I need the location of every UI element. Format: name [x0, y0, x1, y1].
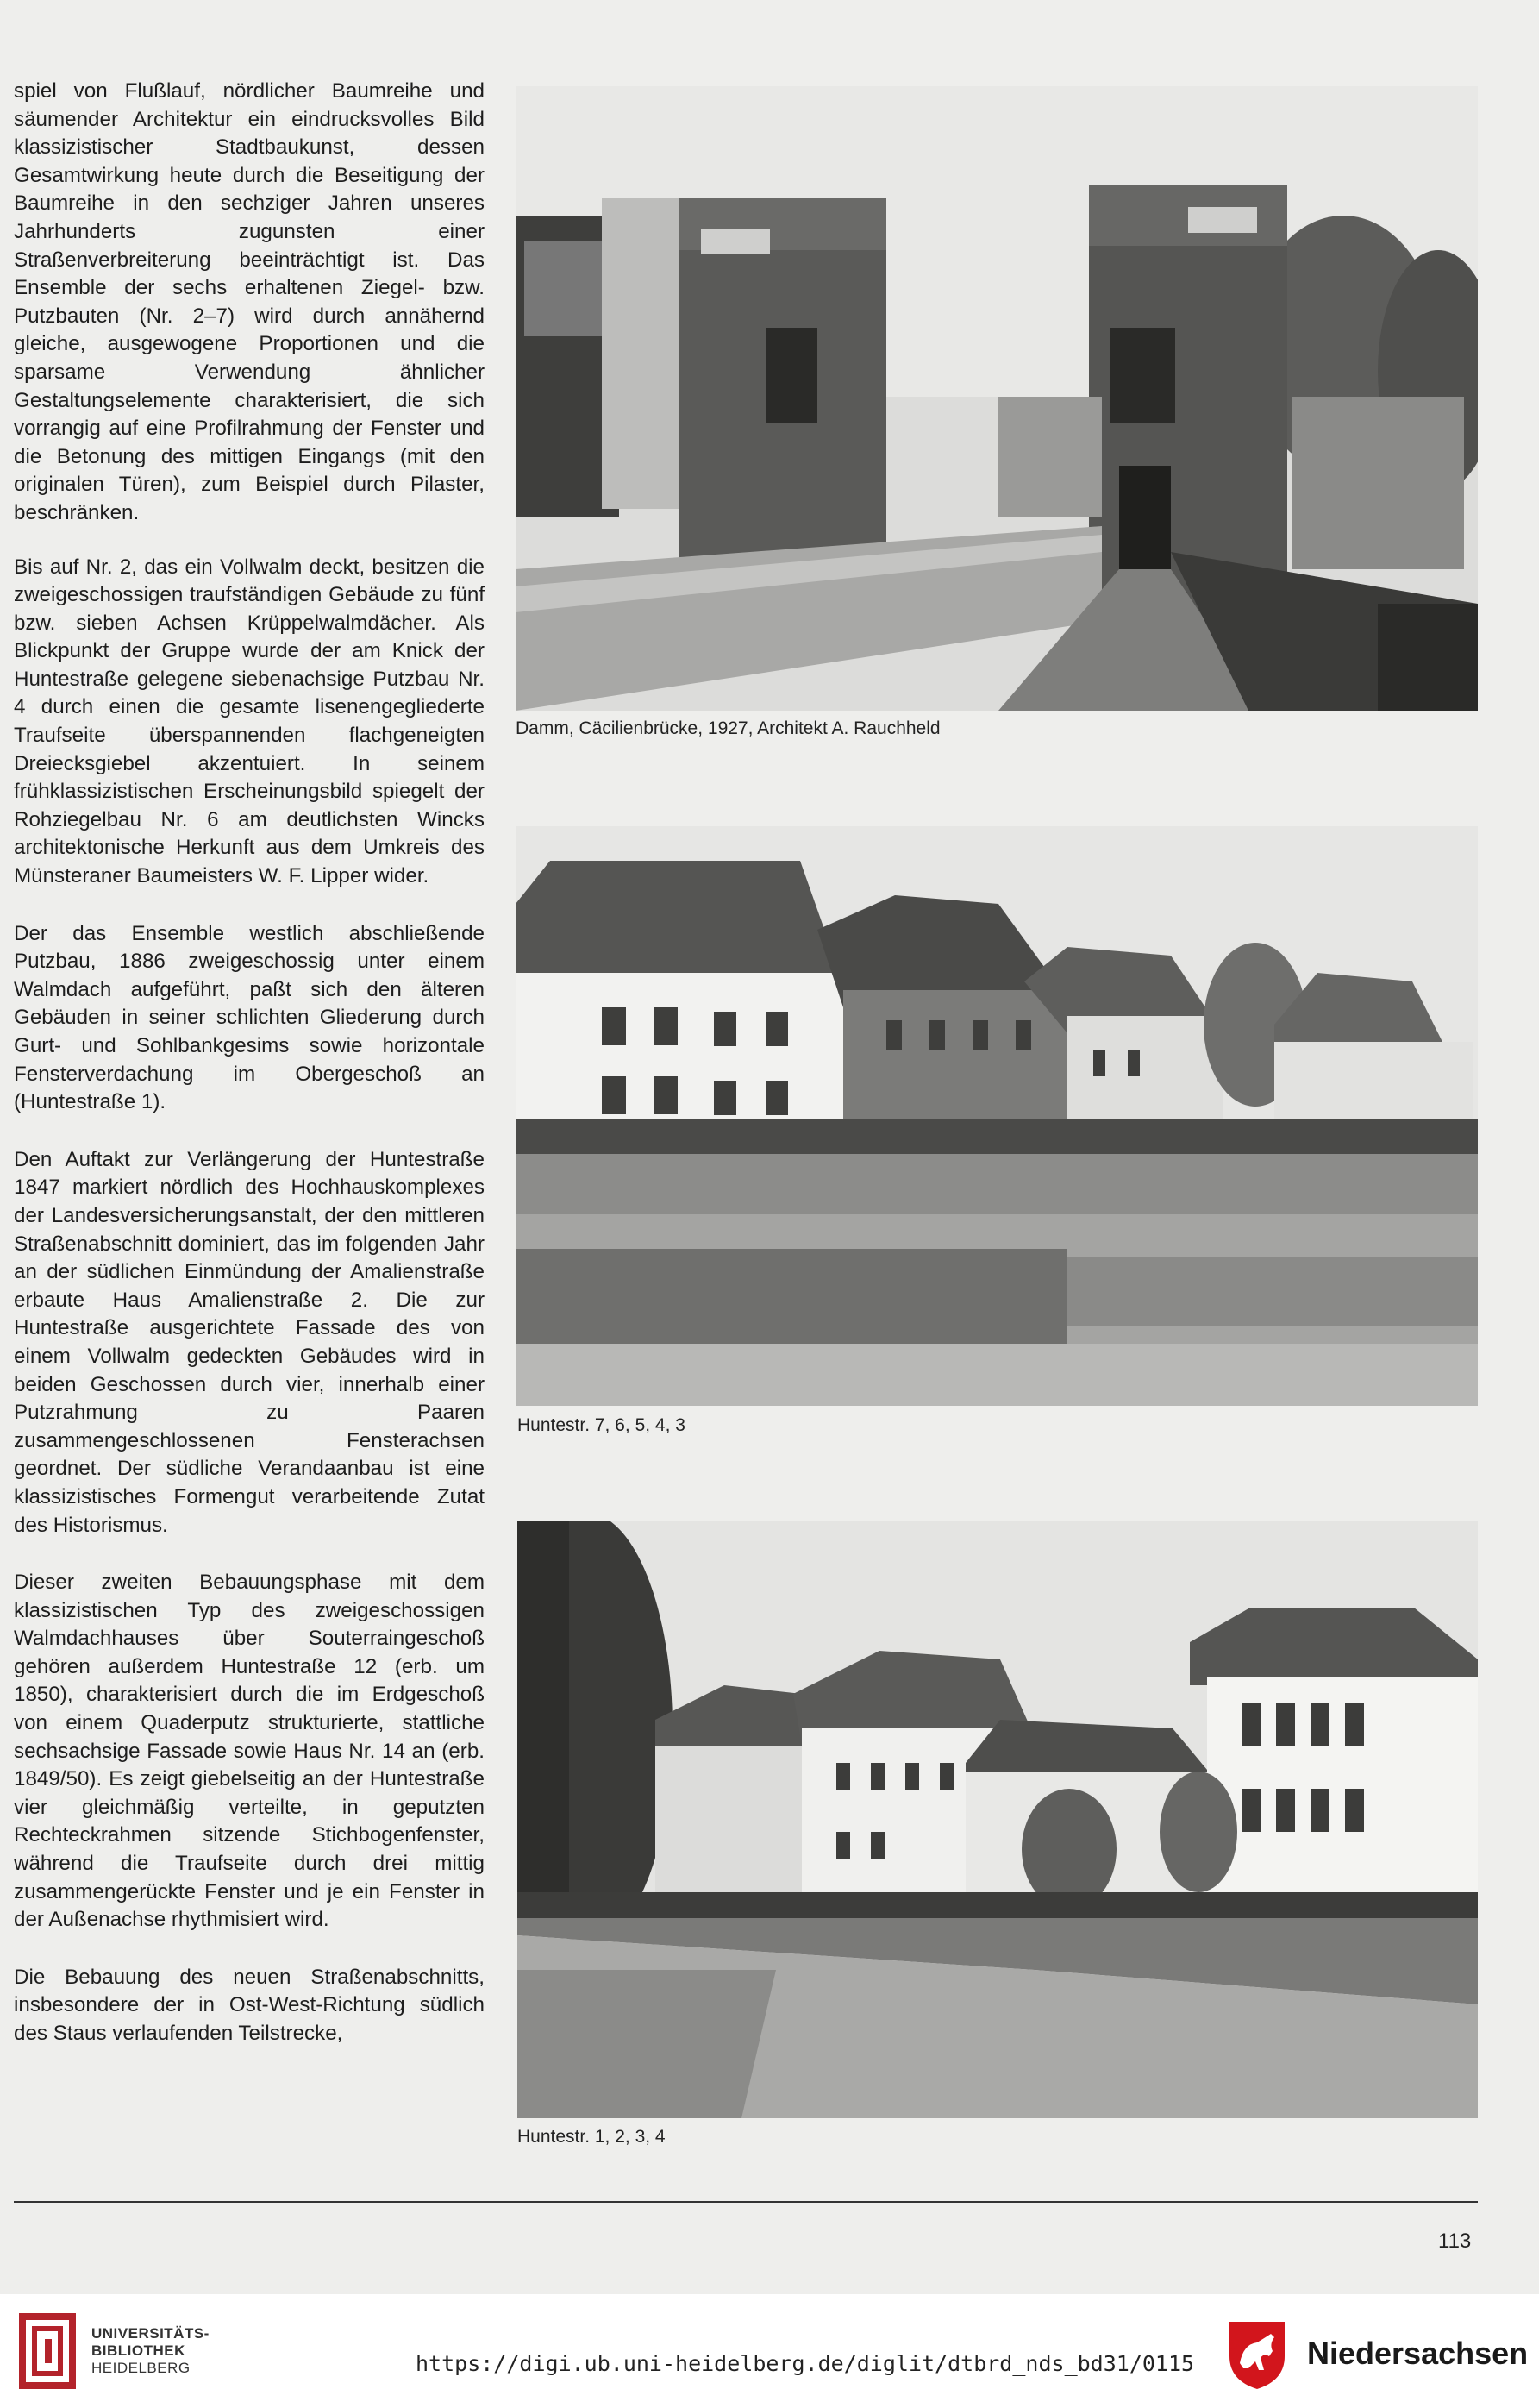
photo-canal-illustration	[517, 1521, 1478, 2118]
page-number: 113	[1438, 2229, 1472, 2253]
permalink-url[interactable]: https://digi.ub.uni-heidelberg.de/diglit/dtbrd_nds_bd31/0115	[416, 2351, 1195, 2376]
university-library-logo-icon[interactable]	[17, 2313, 78, 2389]
digitization-footer	[0, 2294, 1539, 2408]
photo-caecilienbruecke	[516, 86, 1478, 711]
paragraph-5: Dieser zweiten Bebauungsphase mit dem klassizistischen Typ des zweigeschossigen Walmdachhauses über Souterraingeschoß gehören außerdem Huntestraße 12 (erb. um 1850), charakterisiert durch die im Erdgeschoß von einem Quaderputz strukturierte, stattliche sechsachsige Fassade sowie Haus Nr. 14 an (erb. 1849/50). Es zeigt giebelseitig an der Huntestraße vier gleichmäßig verteilte, in geputzten Rechteckrahmen sitzende Stichbogenfenster, während die Traufseite durch drei mittig zusammengerückte Fenster und je ein Fenster in der Außenachse rhythmisiert wird.	[14, 1571, 485, 1932]
caption-fig1: Damm, Cäcilienbrücke, 1927, Architekt A. Rauchheld	[516, 718, 941, 738]
paragraph-2: Bis auf Nr. 2, das ein Vollwalm deckt, besitzen die zweigeschossigen traufständigen Gebäude zu fünf bzw. sieben Achsen Krüppelwalmdächer. Als Blickpunkt der Gruppe wurde der am Knick der Huntestraße gelegene siebenachsige Putzbau Nr. 4 durch einen die gesamte lisenengegliederte Traufseite überspannenden flachgeneigten Dreiecksgiebel akzentuiert. In seinem frühklassizistischen Erscheinungsbild spiegelt der Rohziegelbau Nr. 6 am deutlichsten Wincks architektonische Herkunft aus dem Umkreis des Münsteraner Baumeisters W. F. Lipper wider.	[14, 555, 485, 888]
footer-rule	[14, 2201, 1478, 2203]
photo-street-row-illustration	[516, 826, 1478, 1406]
paragraph-1: spiel von Flußlauf, nördlicher Baumreihe und säumender Architektur ein eindrucksvolles Bild klassizistischer Stadtbaukunst, dessen Gesamtwirkung heute durch die Beseitigung der Baumreihe in den sechziger Jahren unseres Jahrhunderts zugunsten einer Straßenverbreiterung beeinträchtigt ist. Das Ensemble der sechs erhaltenen Ziegel- bzw. Putzbauten (Nr. 2–7) wird durch annähernd gleiche, ausgewogene Proportionen und die sparsame Verwendung ähnlicher Gestaltungselemente charakterisiert, die sich vorrangig auf eine Profilrahmung der Fenster und die Betonung des mittigen Eingangs (mit den originalen Türen), zum Beispiel durch Pilaster, beschränken.	[14, 79, 485, 524]
library-name-line-3: HEIDELBERG	[91, 2360, 191, 2376]
library-name-line-2: BIBLIOTHEK	[91, 2342, 185, 2359]
paragraph-4: Den Auftakt zur Verlängerung der Huntestraße 1847 markiert nördlich des Hochhauskomplexes der Landesversicherungsanstalt, der den mittleren Straßenabschnitt dominiert, das im folgenden Jahr an der südlichen Einmündung der Amalienstraße erbaute Haus Amalienstraße 2. Die zur Huntestraße ausgerichtete Fassade des von einem Vollwalm gedeckten Gebäudes wird in beiden Geschossen durch vier, innerhalb einer Putzrahmung zu Paaren zusammengeschlossenen Fensterachsen geordnet. Der südliche Verandaanbau ist eine klassizistisches Formengut verarbeitende Zutat des Historismus.	[14, 1147, 485, 1537]
university-library-name[interactable]	[91, 2325, 210, 2377]
photo-huntestrasse-1-4	[517, 1521, 1478, 2118]
text-column	[14, 78, 485, 2078]
paragraph-6: Die Bebauung des neuen Straßenabschnitts, insbesondere der in Ost-West-Richtung südlich des Staus verlaufenden Teilstrecke,	[14, 1965, 485, 2045]
niedersachsen-label[interactable]: Niedersachsen	[1307, 2336, 1529, 2371]
niedersachsen-coat-of-arms-icon[interactable]	[1226, 2318, 1288, 2391]
paragraph-3: Der das Ensemble westlich abschließende Putzbau, 1886 zweigeschossig unter einem Walmdach aufgeführt, paßt sich den älteren Gebäuden in seiner schlichten Gliederung durch Gurt- und Sohlbankgesims sowie horizontale Fensterverdachung im Obergeschoß an (Huntestraße 1).	[14, 921, 485, 1114]
photo-huntestrasse-7-3	[516, 826, 1478, 1406]
caption-fig2: Huntestr. 7, 6, 5, 4, 3	[517, 1415, 685, 1435]
caption-fig3: Huntestr. 1, 2, 3, 4	[517, 2127, 666, 2147]
photo-bridge-illustration	[516, 86, 1478, 711]
library-name-line-1: UNIVERSITÄTS-	[91, 2325, 210, 2342]
